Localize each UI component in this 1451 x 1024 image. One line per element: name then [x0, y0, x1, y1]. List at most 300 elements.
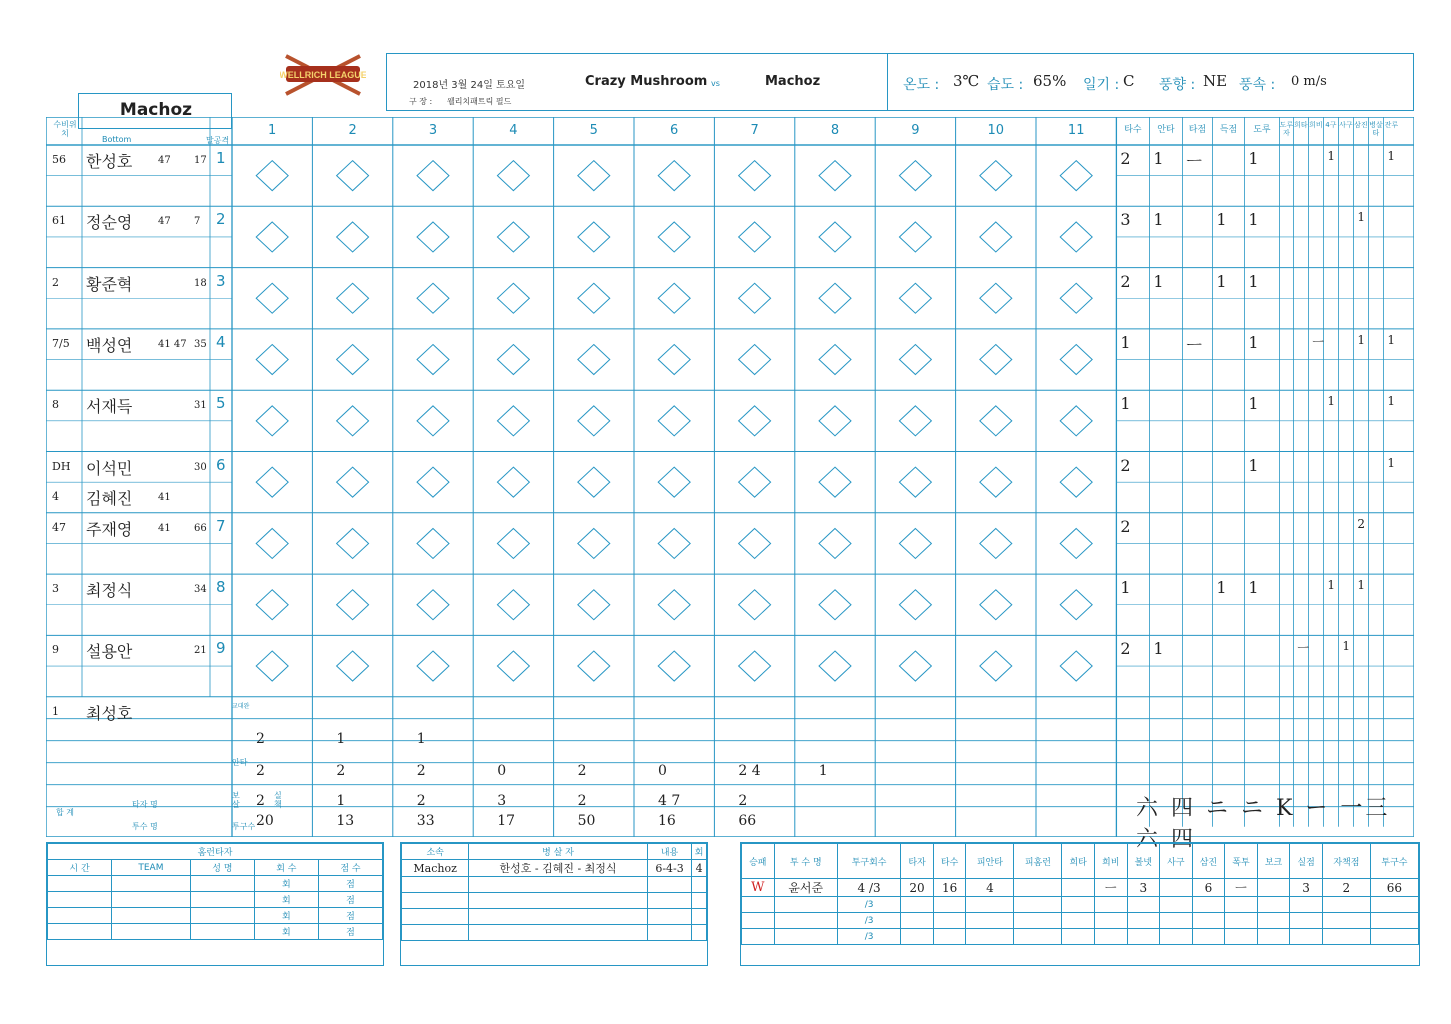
pitcher-cell — [774, 897, 837, 913]
inning-header: 4 — [509, 123, 518, 138]
base-diamond — [980, 467, 1012, 497]
pitcher-cell — [1322, 913, 1370, 929]
game-date: 2018년 3월 24일 토요일 — [413, 80, 526, 91]
wind-dir-label: 풍향 : — [1159, 77, 1196, 93]
pitcher-hr — [1014, 879, 1062, 897]
base-diamond — [337, 283, 369, 313]
batting-order: 2 — [216, 210, 226, 229]
stat-value: ㅡ — [1186, 152, 1202, 171]
pitcher-header: 투구수 — [1370, 844, 1418, 879]
base-diamond — [578, 222, 610, 252]
base-diamond — [658, 467, 690, 497]
position-number: 3 — [52, 582, 59, 596]
base-diamond — [658, 528, 690, 558]
sub-player-name: 최성호 — [86, 703, 133, 723]
stat-header: 타점 — [1188, 125, 1207, 135]
homerun-cell — [190, 892, 254, 908]
pitcher-cell — [1370, 897, 1418, 913]
team-name: Machoz — [119, 100, 193, 120]
base-diamond — [578, 467, 610, 497]
pitcher-cell — [966, 897, 1014, 913]
homerun-header: 성 명 — [190, 860, 254, 876]
base-diamond — [980, 345, 1012, 375]
homerun-inning: 회 — [254, 876, 318, 892]
inning-hits: 1 — [818, 762, 828, 779]
pitcher-cell — [1014, 897, 1062, 913]
base-diamond — [739, 406, 771, 436]
base-diamond — [980, 406, 1012, 436]
stat-value: 1 — [1327, 578, 1336, 593]
homerun-header: TEAM — [112, 860, 191, 876]
pitcher-cell — [1192, 897, 1225, 913]
stat-value: 2 — [1120, 149, 1131, 168]
pitcher-cell — [901, 913, 934, 929]
player-no2: 21 — [194, 645, 207, 657]
totals-label: 합 계 — [56, 808, 74, 817]
double-play-cell — [692, 909, 707, 925]
humidity-value: 65% — [1033, 72, 1067, 90]
pitcher-cell — [1225, 929, 1258, 945]
base-diamond — [256, 283, 288, 313]
pitcher-cell — [1127, 913, 1160, 929]
base-diamond — [1060, 651, 1092, 681]
base-diamond — [256, 590, 288, 620]
base-diamond — [739, 283, 771, 313]
position-number: 56 — [52, 153, 66, 166]
position-number: 2 — [52, 275, 59, 289]
game-info-box — [386, 53, 1414, 111]
stat-value: 1 — [1327, 394, 1336, 409]
stat-header: 희비 — [1309, 121, 1323, 129]
base-diamond — [578, 528, 610, 558]
base-diamond — [256, 345, 288, 375]
field-name: 웰리치패트릭 필드 — [447, 97, 512, 106]
stat-header: 도루 — [1253, 125, 1271, 135]
pitcher-hbp — [1160, 879, 1193, 897]
error-label: 실책 — [274, 791, 282, 809]
stat-value: 1 — [1248, 210, 1259, 230]
stat-value: ㅡ — [1312, 334, 1324, 349]
double-play-cell — [402, 893, 469, 909]
position-header: 수비위치 — [53, 120, 77, 138]
field-label: 구 장 : — [409, 97, 433, 106]
base-diamond — [819, 222, 851, 252]
position-number: 61 — [52, 214, 66, 228]
double-play-cell — [402, 925, 469, 941]
base-diamond — [1060, 406, 1092, 436]
base-diamond — [899, 283, 931, 313]
base-diamond — [819, 283, 851, 313]
pitcher-result: W — [742, 879, 775, 897]
base-diamond — [658, 590, 690, 620]
stat-value: 1 — [1248, 332, 1259, 352]
inning-pitches: 17 — [497, 812, 516, 829]
base-diamond — [819, 651, 851, 681]
base-diamond — [417, 222, 449, 252]
position-number: DH — [52, 459, 71, 473]
double-play-cell — [647, 893, 692, 909]
double-play-cell — [469, 877, 648, 893]
base-diamond — [1060, 161, 1092, 191]
pitcher-cell — [1160, 897, 1193, 913]
batting-order: 8 — [216, 578, 226, 597]
pitcher-hits: 4 — [966, 879, 1014, 897]
pitcher-header: 삼진 — [1192, 844, 1225, 879]
base-diamond — [899, 528, 931, 558]
pitcher-header: 피홈런 — [1014, 844, 1062, 879]
grid-lines — [46, 117, 1414, 837]
inning-errors: 2 — [256, 792, 265, 809]
inning-pitches: 33 — [416, 812, 435, 829]
base-diamond — [980, 161, 1012, 191]
pitcher-header: 희타 — [1062, 844, 1095, 879]
base-diamond — [417, 345, 449, 375]
pitcher-cell — [1062, 913, 1095, 929]
base-diamond — [256, 406, 288, 436]
double-play-header: 내용 — [647, 844, 692, 860]
sub-position: 1 — [52, 704, 59, 718]
base-diamond — [739, 590, 771, 620]
pitches-label: 투구수 — [232, 822, 256, 831]
base-diamond — [899, 467, 931, 497]
stat-header: 도루자 — [1279, 121, 1294, 137]
inning-hits: 2 — [336, 762, 346, 779]
pitcher-header: 보크 — [1257, 844, 1290, 879]
pitcher-header: 볼넷 — [1127, 844, 1160, 879]
player-name: 이석민 — [86, 458, 133, 478]
double-play-content: 6-4-3 — [647, 860, 692, 877]
change-label: 교대완 — [232, 703, 250, 710]
base-diamond — [899, 345, 931, 375]
double-play-header: 회 — [692, 844, 707, 860]
base-diamond — [337, 406, 369, 436]
pitcher-cell — [1062, 897, 1095, 913]
player-no2: 34 — [194, 584, 207, 596]
base-diamond — [578, 345, 610, 375]
pitcher-header: 타수 — [933, 844, 966, 879]
pitcher-cell — [1322, 897, 1370, 913]
stat-value: 1 — [1216, 271, 1227, 291]
pitcher-cell — [1290, 897, 1323, 913]
homerun-header: 점 수 — [318, 860, 382, 876]
pitcher-header: 피안타 — [966, 844, 1014, 879]
player-no2: 7 — [194, 216, 201, 228]
player-no2: 66 — [194, 522, 207, 534]
batting-order: 9 — [216, 639, 226, 658]
pitcher-cell — [774, 913, 837, 929]
base-diamond — [658, 406, 690, 436]
homerun-table — [46, 842, 384, 966]
player-name: 설용안 — [86, 642, 133, 662]
pitcher-name: 윤서준 — [774, 879, 837, 897]
temp-value: 3℃ — [953, 72, 980, 90]
base-diamond — [256, 222, 288, 252]
homerun-cell — [190, 908, 254, 924]
pitcher-header: 폭투 — [1225, 844, 1258, 879]
inning-errors: 3 — [497, 792, 507, 809]
double-play-cell — [469, 893, 648, 909]
base-diamond — [337, 590, 369, 620]
player-number: 47 — [158, 155, 171, 166]
homerun-inning: 회 — [254, 908, 318, 924]
base-diamond — [337, 345, 369, 375]
inning-hits: 0 — [497, 762, 507, 779]
player-no2: 18 — [194, 277, 207, 289]
base-diamond — [980, 590, 1012, 620]
inning-header: 11 — [1067, 123, 1085, 138]
base-diamond — [256, 528, 288, 558]
homerun-inning: 회 — [254, 924, 318, 940]
batting-order: 1 — [216, 149, 226, 167]
stat-value: 1 — [1357, 332, 1366, 347]
pitcher-cell — [742, 897, 775, 913]
double-play-cell — [647, 909, 692, 925]
inning-runs: 1 — [336, 730, 346, 747]
base-diamond — [417, 283, 449, 313]
inning-errors: 2 — [738, 792, 748, 809]
homerun-cell — [48, 892, 112, 908]
double-play-table — [400, 842, 708, 966]
pitcher-cell — [1094, 897, 1127, 913]
double-play-cell — [692, 893, 707, 909]
pitcher-cell — [1257, 929, 1290, 945]
pitcher-header: 타자 — [901, 844, 934, 879]
stat-value: 2 — [1120, 271, 1131, 291]
position-number: 47 — [52, 520, 66, 534]
batting-order: 5 — [216, 394, 226, 413]
base-diamond — [980, 283, 1012, 313]
inning-header: 8 — [830, 123, 840, 138]
base-diamond — [578, 590, 610, 620]
homerun-cell — [112, 924, 191, 940]
base-diamond — [739, 651, 771, 681]
base-diamond — [899, 651, 931, 681]
position-number: 9 — [52, 643, 59, 657]
inning-hits: 0 — [658, 762, 667, 779]
pitcher-cell — [1370, 929, 1418, 945]
stat-header: 타수 — [1124, 125, 1142, 135]
pitcher-cell — [1290, 913, 1323, 929]
stat-value: 1 — [1120, 394, 1131, 414]
batting-order: 4 — [216, 332, 226, 351]
pitcher-header: 승패 — [742, 844, 775, 879]
inning-header: 9 — [911, 123, 920, 138]
pitcher-cell — [933, 929, 966, 945]
player-name: 정순영 — [86, 213, 133, 233]
base-diamond — [337, 222, 369, 252]
pitcher-header: 실점 — [1290, 844, 1323, 879]
pitcher-cell — [1062, 929, 1095, 945]
player-name: 백성연 — [86, 335, 133, 355]
base-diamond — [417, 161, 449, 191]
base-diamond — [819, 161, 851, 191]
pitcher-header: 자책점 — [1322, 844, 1370, 879]
base-diamond — [739, 467, 771, 497]
pitcher-cell — [901, 929, 934, 945]
inning-errors: 2 — [577, 792, 587, 809]
stat-value: 1 — [1120, 332, 1131, 352]
inning-pitches: 20 — [256, 812, 274, 829]
pitcher-cell — [1257, 897, 1290, 913]
base-diamond — [417, 467, 449, 497]
stat-value: 1 — [1327, 149, 1336, 163]
stat-value: 2 — [1120, 639, 1131, 659]
homerun-header: 회 수 — [254, 860, 318, 876]
scoring-grid — [46, 117, 1414, 852]
double-play-players: 한성호 - 김혜진 - 최정식 — [469, 860, 648, 877]
base-diamond — [256, 161, 288, 191]
stat-value: 2 — [1357, 516, 1366, 531]
double-play-cell — [647, 925, 692, 941]
stat-header: 사구 — [1339, 121, 1353, 129]
base-diamond — [1060, 590, 1092, 620]
homerun-cell — [48, 876, 112, 892]
stat-header: 득점 — [1219, 125, 1238, 135]
base-diamond — [658, 651, 690, 681]
base-diamond — [417, 528, 449, 558]
away-team: Machoz — [765, 74, 821, 89]
base-diamond — [899, 590, 931, 620]
base-diamond — [899, 161, 931, 191]
pitcher-earned: 2 — [1322, 879, 1370, 897]
homerun-cell — [112, 892, 191, 908]
pitcher-cell — [774, 929, 837, 945]
base-diamond — [578, 161, 610, 191]
inning-pitches: 50 — [577, 812, 596, 829]
batting-order: 7 — [216, 516, 226, 535]
wind-speed-label: 풍속 : — [1239, 77, 1276, 93]
stat-value: 3 — [1120, 210, 1131, 230]
sub-position: 4 — [52, 490, 59, 504]
inning-runs: 1 — [416, 730, 426, 747]
sum-marks: 六 四 ニ ニ K ー 一三 六 四 — [1136, 796, 1391, 852]
player-no2: 35 — [194, 338, 207, 350]
player-number: 41 — [158, 522, 171, 534]
homerun-cell — [190, 924, 254, 940]
double-play-inning: 4 — [692, 860, 707, 877]
base-diamond — [899, 222, 931, 252]
wind-dir-value: NE — [1203, 72, 1228, 90]
stat-header: 4구 — [1325, 121, 1337, 129]
player-name: 한성호 — [86, 152, 133, 171]
double-play-team: Machoz — [402, 860, 469, 877]
pitcher-cell — [1094, 929, 1127, 945]
pitcher-cell — [1322, 929, 1370, 945]
base-diamond — [417, 590, 449, 620]
stat-value: 1 — [1387, 149, 1396, 163]
base-diamond — [337, 651, 369, 681]
position-number: 7/5 — [52, 336, 70, 350]
home-team: Crazy Mushroom — [585, 74, 708, 89]
pitcher-cell — [966, 929, 1014, 945]
base-diamond — [739, 161, 771, 191]
stat-value: 1 — [1357, 210, 1366, 225]
pitcher-strikeouts: 6 — [1192, 879, 1225, 897]
base-diamond — [980, 528, 1012, 558]
base-diamond — [819, 345, 851, 375]
base-diamond — [337, 528, 369, 558]
temp-label: 온도 : — [903, 77, 940, 93]
stat-value: 1 — [1216, 578, 1227, 598]
inning-header: 5 — [589, 123, 598, 138]
player-name: 서재득 — [86, 397, 133, 417]
inning-hits: 2 — [416, 762, 426, 779]
pitcher-sac — [1062, 879, 1095, 897]
pitcher-balk — [1257, 879, 1290, 897]
half-label: Bottom — [102, 135, 132, 144]
base-diamond — [1060, 528, 1092, 558]
position-number: 8 — [52, 398, 59, 412]
double-play-cell — [692, 877, 707, 893]
base-diamond — [819, 406, 851, 436]
base-diamond — [980, 651, 1012, 681]
league-logo — [280, 52, 366, 98]
homerun-cell — [48, 908, 112, 924]
player-no2: 17 — [194, 155, 207, 166]
base-diamond — [739, 345, 771, 375]
side-label: 말공격 — [206, 136, 230, 145]
inning-runs: 2 — [256, 730, 265, 747]
stat-header: 안타 — [1157, 125, 1175, 135]
pitcher-at-bats: 16 — [933, 879, 966, 897]
humidity-label: 습도 : — [987, 77, 1024, 93]
inning-header: 2 — [348, 123, 357, 138]
sub-player-number: 41 — [158, 492, 171, 504]
homerun-cell — [112, 908, 191, 924]
base-diamond — [1060, 467, 1092, 497]
player-no2: 31 — [194, 400, 207, 412]
double-play-cell — [692, 925, 707, 941]
homerun-score: 점 — [318, 924, 382, 940]
base-diamond — [417, 651, 449, 681]
base-diamond — [256, 467, 288, 497]
stat-header: 삼진 — [1354, 121, 1368, 129]
pitcher-cell — [1257, 913, 1290, 929]
pitcher-cell: /3 — [837, 897, 900, 913]
double-play-cell — [647, 877, 692, 893]
stat-value: 1 — [1357, 578, 1366, 593]
homerun-cell — [190, 876, 254, 892]
pitcher-wild-pitch: ㅡ — [1225, 879, 1258, 897]
batting-order: 6 — [216, 455, 226, 474]
inning-pitches: 66 — [738, 812, 757, 829]
base-diamond — [658, 161, 690, 191]
base-diamond — [819, 467, 851, 497]
weather-label: 일기 : — [1083, 77, 1120, 93]
base-diamond — [739, 222, 771, 252]
base-diamond — [1060, 345, 1092, 375]
double-play-cell — [402, 909, 469, 925]
stat-value: 1 — [1248, 578, 1259, 598]
player-name: 최정식 — [86, 581, 133, 601]
pitcher-header: 사구 — [1160, 844, 1193, 879]
stat-value: 1 — [1153, 271, 1164, 291]
inning-header: 7 — [750, 123, 759, 138]
stat-value: ㅡ — [1297, 641, 1309, 656]
homerun-cell — [112, 876, 191, 892]
base-diamond — [497, 651, 529, 681]
inning-errors: 4 7 — [658, 792, 681, 809]
base-diamond — [658, 222, 690, 252]
vs-label: vs — [711, 79, 720, 88]
double-play-header: 소속 — [402, 844, 469, 860]
inning-pitches: 16 — [658, 812, 676, 829]
pitcher-cell — [1127, 929, 1160, 945]
pitcher-table — [740, 842, 1420, 966]
stat-value: 2 — [1120, 455, 1131, 475]
pitcher-cell — [1160, 929, 1193, 945]
sub-player-name: 김혜진 — [86, 489, 133, 509]
